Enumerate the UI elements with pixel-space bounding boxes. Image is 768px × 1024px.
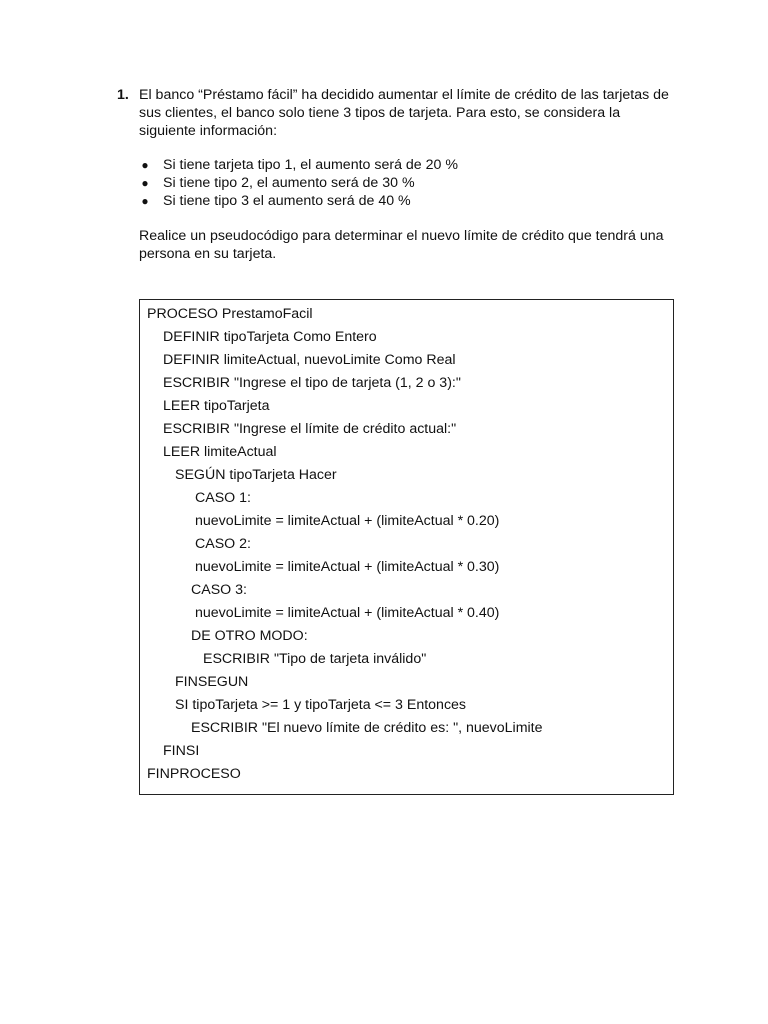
code-line: SEGÚN tipoTarjeta Hacer (175, 467, 337, 483)
code-line: nuevoLimite = limiteActual + (limiteActual * 0.20) (195, 513, 500, 529)
code-line: CASO 3: (191, 582, 247, 598)
code-line: DEFINIR limiteActual, nuevoLimite Como Real (163, 352, 456, 368)
bullet-icon: ● (141, 158, 149, 172)
conditions-list (139, 156, 458, 210)
code-line: DE OTRO MODO: (191, 628, 308, 644)
code-line: FINSI (163, 743, 200, 759)
code-line: nuevoLimite = limiteActual + (limiteActual * 0.30) (195, 559, 500, 575)
question-body (139, 86, 675, 140)
condition-text: Si tiene tarjeta tipo 1, el aumento será de 20 % (163, 157, 458, 173)
code-line: ESCRIBIR "Ingrese el tipo de tarjeta (1, 2 o 3):" (163, 375, 461, 391)
condition-text: Si tiene tipo 3 el aumento será de 40 % (163, 193, 411, 209)
code-line: ESCRIBIR "Tipo de tarjeta inválido" (203, 651, 427, 667)
bullet-icon: ● (141, 194, 149, 208)
code-line: DEFINIR tipoTarjeta Como Entero (163, 329, 377, 345)
condition-item (139, 192, 458, 210)
bullet-icon: ● (141, 176, 149, 190)
question-intro: El banco “Préstamo fácil” ha decidido aumentar el límite de crédito de las tarjetas de sus clientes, el banco solo tiene 3 tipos de tarjeta. Para esto, se considera la siguiente información: (139, 87, 669, 139)
code-line: FINPROCESO (147, 766, 241, 782)
code-line: SI tipoTarjeta >= 1 y tipoTarjeta <= 3 Entonces (175, 697, 467, 713)
condition-item (139, 174, 458, 192)
code-line: nuevoLimite = limiteActual + (limiteActual * 0.40) (195, 605, 500, 621)
task-instruction: Realice un pseudocódigo para determinar el nuevo límite de crédito que tendrá una persona en su tarjeta. (139, 228, 664, 262)
code-line: LEER tipoTarjeta (163, 398, 270, 414)
code-line: PROCESO PrestamoFacil (147, 306, 313, 322)
code-line: CASO 1: (195, 490, 251, 506)
question-number: 1. (117, 87, 129, 103)
code-line: CASO 2: (195, 536, 251, 552)
code-line: ESCRIBIR "Ingrese el límite de crédito actual:" (163, 421, 457, 437)
condition-item (139, 156, 458, 174)
condition-text: Si tiene tipo 2, el aumento será de 30 % (163, 175, 415, 191)
code-line: FINSEGUN (175, 674, 249, 690)
code-line: LEER limiteActual (163, 444, 277, 460)
pseudocode-box (139, 299, 674, 795)
code-line: ESCRIBIR "El nuevo límite de crédito es: ", nuevoLimite (191, 720, 543, 736)
